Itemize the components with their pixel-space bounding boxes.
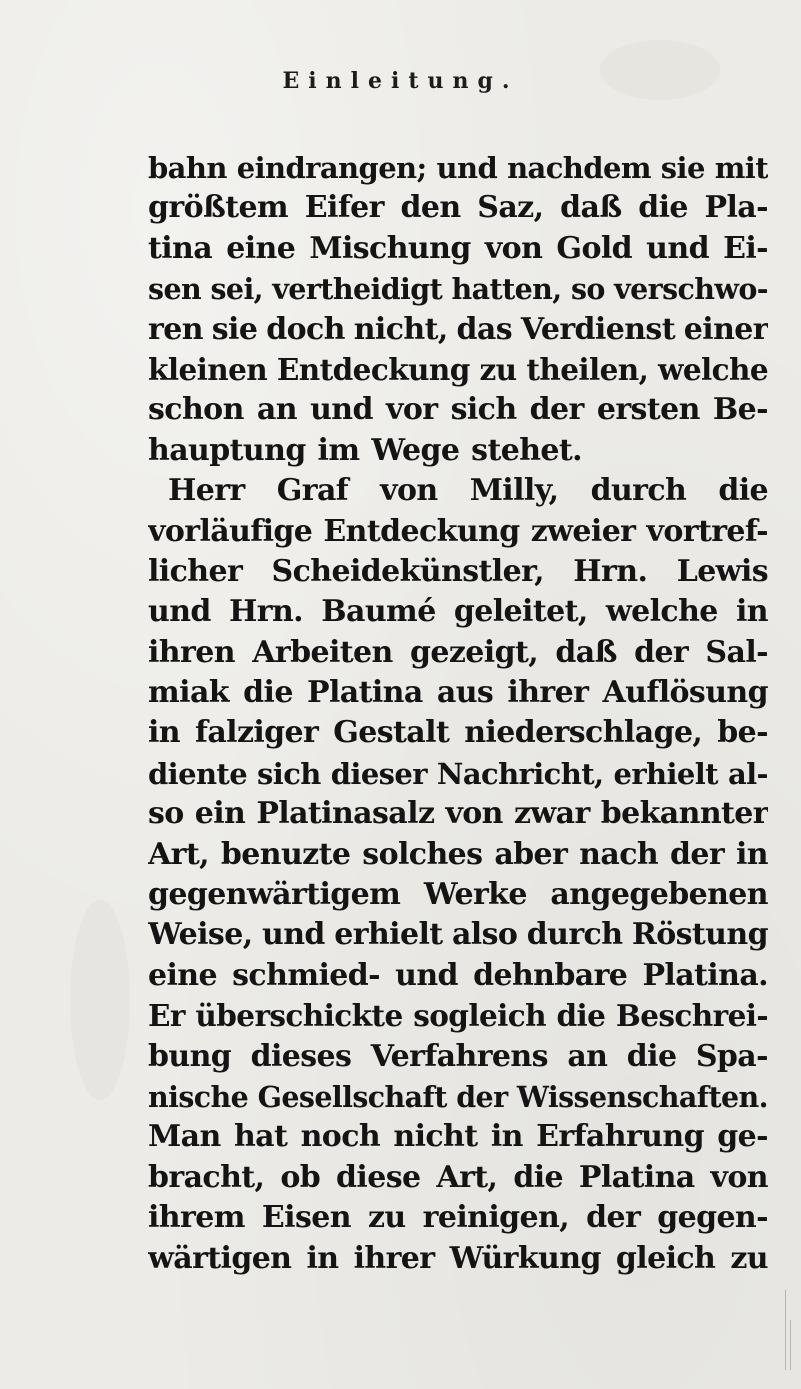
text-line: kleinen Entdeckung zu theilen, welche <box>148 351 768 387</box>
text-line: in falziger Gestalt niederschlage, be- <box>148 715 768 751</box>
text-line: wärtigen in ihrer Würkung gleich zu <box>148 1240 768 1276</box>
text-line: tina eine Mischung von Gold und Ei- <box>148 230 768 266</box>
text-line: ren sie doch nicht, das Verdienst einer <box>148 311 768 347</box>
paper-stain <box>70 900 130 1100</box>
text-line: größtem Eifer den Saz, daß die Pla- <box>148 190 768 226</box>
body-text <box>148 148 768 1279</box>
text-line: ihrem Eisen zu reinigen, der gegen- <box>148 1200 768 1236</box>
text-line: und Hrn. Baumé geleitet, welche in <box>148 594 768 630</box>
page-edge-mark <box>790 1320 791 1370</box>
text-line: ihren Arbeiten gezeigt, daß der Sal- <box>148 634 768 670</box>
text-line: miak die Platina aus ihrer Auflösung <box>148 675 768 711</box>
text-line: hauptung im Wege stehet. <box>148 432 582 468</box>
text-line: Herr Graf von Milly, durch die <box>168 473 768 509</box>
running-head: Einleitung. <box>282 68 519 94</box>
text-line: vorläufige Entdeckung zweier vortref- <box>148 513 768 549</box>
text-line: gegenwärtigem Werke angegebenen <box>148 877 768 913</box>
text-line: Weise, und erhielt also durch Röstung <box>148 917 768 953</box>
text-line: Man hat noch nicht in Erfahrung ge- <box>148 1119 768 1155</box>
text-line: nische Gesellschaft der Wissenschaften. <box>148 1079 768 1114</box>
text-line: schon an und vor sich der ersten Be- <box>148 392 768 428</box>
text-line: eine schmied- und dehnbare Platina. <box>148 957 768 993</box>
text-line: bahn eindrangen; und nachdem sie mit <box>148 151 768 185</box>
text-line: diente sich dieser Nachricht, erhielt al- <box>148 756 768 791</box>
text-line: bung dieses Verfahrens an die Spa- <box>148 1038 768 1074</box>
text-line: sen sei, vertheidigt hatten, so verschwo- <box>148 272 768 307</box>
page-edge-mark <box>785 1290 786 1370</box>
text-line: licher Scheidekünstler, Hrn. Lewis <box>148 553 768 589</box>
text-line: Er überschickte sogleich die Beschrei- <box>148 998 768 1034</box>
text-line: bracht, ob diese Art, die Platina von <box>148 1159 768 1195</box>
text-line: Art, benuzte solches aber nach der in <box>148 836 768 872</box>
text-line: so ein Platinasalz von zwar bekannter <box>148 796 768 832</box>
